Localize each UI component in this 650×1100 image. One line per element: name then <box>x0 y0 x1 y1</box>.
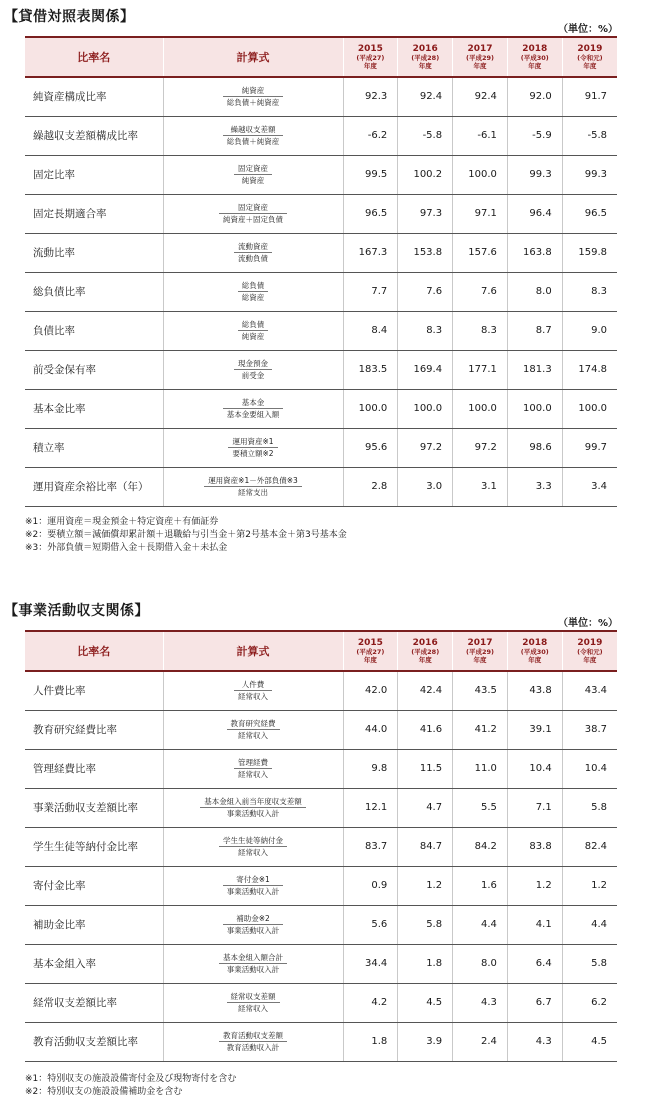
formula-fraction <box>228 436 277 459</box>
header-formula: 計算式 <box>163 631 343 671</box>
formula-numerator: 基本金組入前当年度収支差額 <box>200 796 306 808</box>
formula-fraction <box>227 718 280 741</box>
ratio-name: 事業活動収支差額比率 <box>25 788 163 827</box>
formula-cell <box>163 194 343 233</box>
formula-numerator: 流動資産 <box>234 241 272 253</box>
footnote: ※2：特別収支の施設設備補助金を含む <box>25 1087 183 1097</box>
ratio-value: 100.0 <box>562 389 617 428</box>
ratio-value: 41.2 <box>453 710 508 749</box>
header-year <box>562 37 617 77</box>
ratio-value: 41.6 <box>398 710 453 749</box>
ratio-value: 8.0 <box>507 272 562 311</box>
ratio-value: 10.4 <box>562 749 617 788</box>
table-row <box>25 194 617 233</box>
ratio-name: 運用資産余裕比率（年） <box>25 467 163 506</box>
formula-numerator: 固定資産 <box>219 202 287 214</box>
ratio-value: 8.0 <box>453 944 508 983</box>
ratio-value: 4.5 <box>398 983 453 1022</box>
ratio-value: 92.4 <box>398 77 453 116</box>
ratio-value: 174.8 <box>562 350 617 389</box>
formula-fraction <box>223 874 284 897</box>
formula-fraction <box>234 163 272 186</box>
formula-denominator: 経常収入 <box>238 769 268 779</box>
formula-denominator: 事業活動収入計 <box>226 886 280 896</box>
ratio-value: 1.2 <box>398 866 453 905</box>
header-era-name: (平成27) <box>356 54 385 62</box>
header-era-name: (平成30) <box>520 648 549 656</box>
formula-fraction <box>234 679 272 702</box>
ratio-value: 2.8 <box>343 467 398 506</box>
header-year-number: 2017 <box>467 638 493 648</box>
ratio-value: 6.4 <box>507 944 562 983</box>
header-year-number: 2016 <box>412 44 438 54</box>
header-year-number: 2017 <box>467 44 493 54</box>
ratio-value: 84.2 <box>453 827 508 866</box>
header-year-number: 2019 <box>577 44 603 54</box>
formula-cell <box>163 116 343 155</box>
ratio-value: 7.6 <box>453 272 508 311</box>
formula-numerator: 教育研究経費 <box>227 718 280 730</box>
formula-numerator: 総負債 <box>238 319 269 331</box>
table-row <box>25 311 617 350</box>
ratio-value: -5.8 <box>398 116 453 155</box>
header-ratio-name: 比率名 <box>25 631 163 671</box>
ratio-value: 11.0 <box>453 749 508 788</box>
ratio-name: 教育活動収支差額比率 <box>25 1022 163 1061</box>
header-era-name: (令和元) <box>577 54 603 62</box>
formula-numerator: 教育活動収支差額 <box>219 1030 287 1042</box>
ratio-value: 10.4 <box>507 749 562 788</box>
header-year <box>398 631 453 671</box>
formula-fraction <box>200 796 306 819</box>
table-row <box>25 116 617 155</box>
formula-fraction <box>223 85 284 108</box>
formula-numerator: 管理経費 <box>234 757 272 769</box>
ratio-value: 8.3 <box>562 272 617 311</box>
ratio-value: 100.0 <box>453 155 508 194</box>
activity-unit-label: （単位：%） <box>557 618 618 629</box>
header-fiscal-label: 年度 <box>583 62 597 70</box>
ratio-value: 83.7 <box>343 827 398 866</box>
ratio-value: 7.7 <box>343 272 398 311</box>
table-row <box>25 350 617 389</box>
ratio-value: 8.3 <box>453 311 508 350</box>
header-row <box>25 631 617 671</box>
balance-notes <box>25 516 347 555</box>
ratio-value: 169.4 <box>398 350 453 389</box>
ratio-name: 補助金比率 <box>25 905 163 944</box>
table-row <box>25 233 617 272</box>
table-row <box>25 788 617 827</box>
table-row <box>25 389 617 428</box>
formula-cell <box>163 749 343 788</box>
formula-fraction <box>223 397 284 420</box>
formula-numerator: 現金預金 <box>234 358 272 370</box>
formula-cell <box>163 155 343 194</box>
formula-cell <box>163 311 343 350</box>
ratio-value: 92.4 <box>453 77 508 116</box>
formula-denominator: 総負債＋純資産 <box>226 97 280 107</box>
ratio-value: 2.4 <box>453 1022 508 1061</box>
ratio-value: 7.1 <box>507 788 562 827</box>
ratio-value: 11.5 <box>398 749 453 788</box>
ratio-name: 純資産構成比率 <box>25 77 163 116</box>
ratio-name: 固定長期適合率 <box>25 194 163 233</box>
ratio-value: 1.8 <box>343 1022 398 1061</box>
ratio-value: 83.8 <box>507 827 562 866</box>
ratio-value: 97.2 <box>398 428 453 467</box>
formula-cell <box>163 467 343 506</box>
formula-denominator: 経常支出 <box>238 487 268 497</box>
ratio-value: 96.4 <box>507 194 562 233</box>
ratio-name: 管理経費比率 <box>25 749 163 788</box>
ratio-value: 92.0 <box>507 77 562 116</box>
footnote: ※1：特別収支の施設設備寄付金及び現物寄付を含む <box>25 1074 237 1084</box>
ratio-value: 100.0 <box>507 389 562 428</box>
table-row <box>25 905 617 944</box>
formula-denominator: 事業活動収入計 <box>226 964 280 974</box>
ratio-value: 1.2 <box>507 866 562 905</box>
ratio-name: 流動比率 <box>25 233 163 272</box>
formula-fraction <box>234 358 272 381</box>
formula-cell <box>163 671 343 710</box>
ratio-name: 寄付金比率 <box>25 866 163 905</box>
header-era-name: (平成30) <box>520 54 549 62</box>
activity-notes <box>25 1073 236 1099</box>
table-row <box>25 155 617 194</box>
formula-numerator: 運用資産※1－外部負債※3 <box>204 475 302 487</box>
ratio-name: 人件費比率 <box>25 671 163 710</box>
ratio-value: 9.8 <box>343 749 398 788</box>
formula-numerator: 総負債 <box>238 280 269 292</box>
formula-fraction <box>223 124 284 147</box>
formula-denominator: 純資産＋固定負債 <box>223 214 283 224</box>
formula-cell <box>163 710 343 749</box>
ratio-value: -5.9 <box>507 116 562 155</box>
ratio-value: 5.8 <box>562 788 617 827</box>
ratio-value: 44.0 <box>343 710 398 749</box>
ratio-value: 183.5 <box>343 350 398 389</box>
header-fiscal-label: 年度 <box>363 62 377 70</box>
formula-fraction <box>234 757 272 780</box>
ratio-value: 12.1 <box>343 788 398 827</box>
header-ratio-name: 比率名 <box>25 37 163 77</box>
header-era-name: (令和元) <box>577 648 603 656</box>
header-era-name: (平成27) <box>356 648 385 656</box>
formula-numerator: 寄付金※1 <box>223 874 284 886</box>
ratio-value: 3.4 <box>562 467 617 506</box>
ratio-value: 5.8 <box>562 944 617 983</box>
formula-cell <box>163 788 343 827</box>
ratio-value: 159.8 <box>562 233 617 272</box>
header-year <box>507 631 562 671</box>
header-fiscal-label: 年度 <box>418 62 432 70</box>
header-fiscal-label: 年度 <box>528 62 542 70</box>
ratio-value: 8.7 <box>507 311 562 350</box>
ratio-value: 92.3 <box>343 77 398 116</box>
formula-cell <box>163 983 343 1022</box>
formula-denominator: 事業活動収入計 <box>226 808 280 818</box>
ratio-value: 3.1 <box>453 467 508 506</box>
ratio-value: 6.7 <box>507 983 562 1022</box>
ratio-value: 100.0 <box>453 389 508 428</box>
formula-fraction <box>219 952 287 975</box>
ratio-value: 3.9 <box>398 1022 453 1061</box>
formula-numerator: 学生生徒等納付金 <box>219 835 287 847</box>
ratio-value: 43.8 <box>507 671 562 710</box>
formula-numerator: 経常収支差額 <box>227 991 280 1003</box>
header-era-name: (平成28) <box>411 648 440 656</box>
formula-denominator: 流動負債 <box>238 253 268 263</box>
formula-numerator: 純資産 <box>223 85 284 97</box>
formula-fraction <box>227 991 280 1014</box>
ratio-value: 163.8 <box>507 233 562 272</box>
header-fiscal-label: 年度 <box>473 656 487 664</box>
header-fiscal-label: 年度 <box>473 62 487 70</box>
formula-fraction <box>234 241 272 264</box>
formula-denominator: 純資産 <box>241 331 265 341</box>
formula-denominator: 経常収入 <box>238 847 268 857</box>
formula-numerator: 運用資産※1 <box>228 436 277 448</box>
formula-cell <box>163 77 343 116</box>
formula-cell <box>163 866 343 905</box>
ratio-name: 前受金保有率 <box>25 350 163 389</box>
ratio-value: 0.9 <box>343 866 398 905</box>
table-row <box>25 866 617 905</box>
header-year <box>507 37 562 77</box>
formula-numerator: 基本金組入額合計 <box>219 952 287 964</box>
formula-denominator: 事業活動収入計 <box>226 925 280 935</box>
ratio-name: 教育研究経費比率 <box>25 710 163 749</box>
table-row <box>25 710 617 749</box>
header-year <box>562 631 617 671</box>
ratio-value: 4.4 <box>562 905 617 944</box>
formula-cell <box>163 428 343 467</box>
header-year <box>453 631 508 671</box>
ratio-value: 39.1 <box>507 710 562 749</box>
ratio-name: 学生生徒等納付金比率 <box>25 827 163 866</box>
ratio-value: 4.1 <box>507 905 562 944</box>
ratio-value: 43.5 <box>453 671 508 710</box>
ratio-name: 基本金比率 <box>25 389 163 428</box>
ratio-value: 157.6 <box>453 233 508 272</box>
ratio-value: 181.3 <box>507 350 562 389</box>
ratio-name: 基本金組入率 <box>25 944 163 983</box>
header-year <box>343 631 398 671</box>
footnote: ※1：運用資産＝現金預金＋特定資産＋有価証券 <box>25 517 219 527</box>
ratio-value: 91.7 <box>562 77 617 116</box>
formula-fraction <box>223 913 284 936</box>
ratio-value: 5.6 <box>343 905 398 944</box>
balance-ratio-table <box>25 36 617 507</box>
ratio-value: 5.5 <box>453 788 508 827</box>
formula-cell <box>163 233 343 272</box>
ratio-value: 8.3 <box>398 311 453 350</box>
formula-cell <box>163 389 343 428</box>
ratio-value: 38.7 <box>562 710 617 749</box>
header-era-name: (平成29) <box>465 648 494 656</box>
formula-denominator: 経常収入 <box>238 730 268 740</box>
formula-fraction <box>219 835 287 858</box>
ratio-value: 167.3 <box>343 233 398 272</box>
header-year <box>453 37 508 77</box>
header-fiscal-label: 年度 <box>418 656 432 664</box>
table-row <box>25 983 617 1022</box>
ratio-value: 97.1 <box>453 194 508 233</box>
ratio-value: 42.4 <box>398 671 453 710</box>
ratio-value: 4.3 <box>507 1022 562 1061</box>
header-fiscal-label: 年度 <box>583 656 597 664</box>
header-formula: 計算式 <box>163 37 343 77</box>
ratio-value: 4.4 <box>453 905 508 944</box>
ratio-value: 4.5 <box>562 1022 617 1061</box>
ratio-name: 総負債比率 <box>25 272 163 311</box>
footnote: ※3：外部負債＝短期借入金＋長期借入金＋未払金 <box>25 543 228 553</box>
formula-cell <box>163 944 343 983</box>
ratio-value: 9.0 <box>562 311 617 350</box>
ratio-value: 99.3 <box>562 155 617 194</box>
ratio-value: 4.3 <box>453 983 508 1022</box>
header-year-number: 2018 <box>522 44 548 54</box>
ratio-value: 1.6 <box>453 866 508 905</box>
ratio-value: 43.4 <box>562 671 617 710</box>
ratio-value: 42.0 <box>343 671 398 710</box>
table-row <box>25 944 617 983</box>
ratio-value: 6.2 <box>562 983 617 1022</box>
ratio-name: 経常収支差額比率 <box>25 983 163 1022</box>
formula-denominator: 経常収入 <box>238 691 268 701</box>
formula-cell <box>163 827 343 866</box>
table-row <box>25 827 617 866</box>
formula-denominator: 前受金 <box>241 370 265 380</box>
ratio-value: 84.7 <box>398 827 453 866</box>
formula-numerator: 基本金 <box>223 397 284 409</box>
formula-fraction <box>219 202 287 225</box>
ratio-value: 3.0 <box>398 467 453 506</box>
ratio-value: 4.7 <box>398 788 453 827</box>
ratio-value: 1.2 <box>562 866 617 905</box>
formula-denominator: 純資産 <box>241 175 265 185</box>
formula-numerator: 繰越収支差額 <box>223 124 284 136</box>
formula-denominator: 総資産 <box>241 292 265 302</box>
ratio-value: 100.0 <box>343 389 398 428</box>
header-fiscal-label: 年度 <box>528 656 542 664</box>
activity-section-title: 【事業活動収支関係】 <box>4 603 149 619</box>
activity-ratio-table <box>25 630 617 1062</box>
ratio-value: 7.6 <box>398 272 453 311</box>
ratio-name: 負債比率 <box>25 311 163 350</box>
formula-denominator: 基本金要組入額 <box>226 409 280 419</box>
formula-fraction <box>238 280 269 303</box>
ratio-value: 100.0 <box>398 389 453 428</box>
formula-cell <box>163 350 343 389</box>
formula-numerator: 補助金※2 <box>223 913 284 925</box>
header-year-number: 2015 <box>357 638 383 648</box>
balance-unit-label: （単位：%） <box>557 24 618 35</box>
ratio-name: 積立率 <box>25 428 163 467</box>
ratio-value: 8.4 <box>343 311 398 350</box>
formula-fraction <box>219 1030 287 1053</box>
ratio-value: -5.8 <box>562 116 617 155</box>
ratio-value: 96.5 <box>343 194 398 233</box>
footnote: ※2：要積立額＝減価償却累計額＋退職給与引当金＋第2号基本金＋第3号基本金 <box>25 530 347 540</box>
table-row <box>25 467 617 506</box>
table-row <box>25 77 617 116</box>
header-fiscal-label: 年度 <box>363 656 377 664</box>
header-year-number: 2016 <box>412 638 438 648</box>
header-year <box>398 37 453 77</box>
formula-denominator: 経常収入 <box>238 1003 268 1013</box>
ratio-value: 3.3 <box>507 467 562 506</box>
ratio-value: 177.1 <box>453 350 508 389</box>
header-row <box>25 37 617 77</box>
formula-numerator: 人件費 <box>234 679 272 691</box>
formula-numerator: 固定資産 <box>234 163 272 175</box>
formula-cell <box>163 1022 343 1061</box>
formula-cell <box>163 272 343 311</box>
header-era-name: (平成29) <box>465 54 494 62</box>
formula-denominator: 総負債＋純資産 <box>226 136 280 146</box>
ratio-value: 99.5 <box>343 155 398 194</box>
ratio-value: 96.5 <box>562 194 617 233</box>
ratio-value: 97.2 <box>453 428 508 467</box>
table-row <box>25 1022 617 1061</box>
ratio-value: 34.4 <box>343 944 398 983</box>
table-row <box>25 671 617 710</box>
ratio-value: 153.8 <box>398 233 453 272</box>
table-row <box>25 749 617 788</box>
ratio-value: -6.2 <box>343 116 398 155</box>
formula-fraction <box>204 475 302 498</box>
ratio-value: 99.3 <box>507 155 562 194</box>
formula-denominator: 教育活動収入計 <box>226 1042 280 1052</box>
table-row <box>25 428 617 467</box>
header-year-number: 2015 <box>357 44 383 54</box>
ratio-value: 98.6 <box>507 428 562 467</box>
table-row <box>25 272 617 311</box>
balance-section-title: 【貸借対照表関係】 <box>4 9 135 25</box>
formula-denominator: 要積立額※2 <box>232 448 274 458</box>
ratio-value: 97.3 <box>398 194 453 233</box>
formula-cell <box>163 905 343 944</box>
ratio-value: 5.8 <box>398 905 453 944</box>
ratio-value: -6.1 <box>453 116 508 155</box>
ratio-value: 95.6 <box>343 428 398 467</box>
header-year-number: 2019 <box>577 638 603 648</box>
ratio-value: 100.2 <box>398 155 453 194</box>
header-year <box>343 37 398 77</box>
ratio-value: 1.8 <box>398 944 453 983</box>
header-era-name: (平成28) <box>411 54 440 62</box>
ratio-value: 4.2 <box>343 983 398 1022</box>
ratio-value: 82.4 <box>562 827 617 866</box>
ratio-name: 繰越収支差額構成比率 <box>25 116 163 155</box>
formula-fraction <box>238 319 269 342</box>
ratio-name: 固定比率 <box>25 155 163 194</box>
ratio-value: 99.7 <box>562 428 617 467</box>
header-year-number: 2018 <box>522 638 548 648</box>
